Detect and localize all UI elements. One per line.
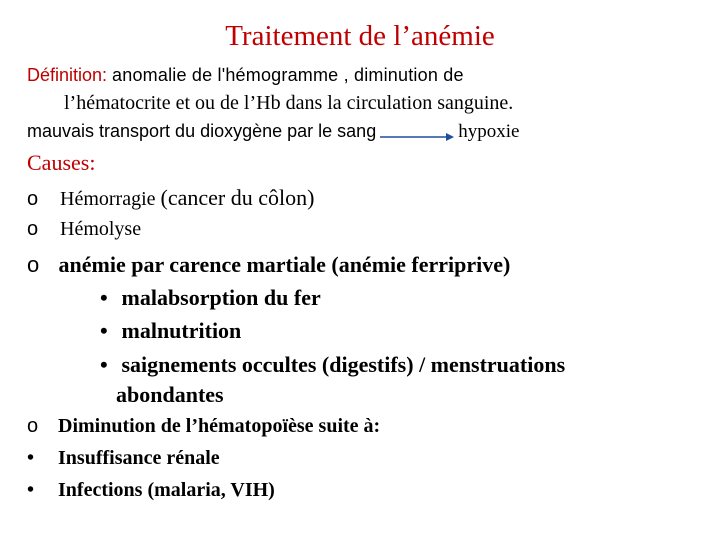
definition-label: Définition: xyxy=(27,65,108,85)
cause-infections-label: Infections (malaria, VIH) xyxy=(58,479,275,501)
sub-item-saignements xyxy=(100,352,565,378)
open-bullet: o xyxy=(27,188,39,210)
definition-line-2 xyxy=(64,92,513,115)
cause-hemorragie xyxy=(27,185,314,211)
open-bullet: o xyxy=(27,252,40,277)
definition-line-1 xyxy=(27,64,464,87)
cause-hemolyse-label: Hémolyse xyxy=(60,218,142,240)
dot-bullet: • xyxy=(100,285,108,310)
dot-bullet: • xyxy=(100,352,108,377)
sub-item-label: malnutrition xyxy=(121,318,242,343)
sub-item-label: saignements occultes (digestifs) / menstruations xyxy=(121,352,566,377)
cause-anemie-label: anémie par carence martiale (anémie ferriprive) xyxy=(58,252,511,277)
dot-bullet: • xyxy=(27,479,35,501)
cause-infections xyxy=(27,479,275,502)
cause-hemolyse xyxy=(27,218,141,241)
causes-heading: Causes: xyxy=(27,150,96,175)
transport-text: mauvais transport du dioxygène par le sang xyxy=(27,121,377,141)
cause-hemorragie-label: Hémorragie xyxy=(60,188,156,210)
right-arrow-icon xyxy=(380,127,454,139)
hypoxie-text: hypoxie xyxy=(458,121,520,142)
transport-line xyxy=(27,121,519,143)
sub-item-label: malabsorption du fer xyxy=(121,285,321,310)
slide-title: Traitement de l’anémie xyxy=(225,20,495,52)
definition-text-1: anomalie de l'hémogramme , diminution de xyxy=(112,65,464,85)
sub-item-saignements-cont: abondantes xyxy=(116,382,224,407)
cause-diminution-label: Diminution de l’hématopoïèse suite à: xyxy=(58,415,381,437)
cause-hemorragie-detail: (cancer du côlon) xyxy=(160,185,315,210)
cause-insuffisance-label: Insuffisance rénale xyxy=(58,447,220,469)
dot-bullet: • xyxy=(100,318,108,343)
cause-anemie-carence xyxy=(27,252,510,278)
open-bullet: o xyxy=(27,415,39,437)
cause-diminution xyxy=(27,415,380,438)
open-bullet: o xyxy=(27,218,39,240)
cause-insuffisance xyxy=(27,447,220,470)
dot-bullet: • xyxy=(27,447,35,469)
sub-item-malabsorption xyxy=(100,285,321,311)
definition-text-2: l’hématocrite et ou de l’Hb dans la circulation sanguine. xyxy=(64,92,514,114)
sub-item-malnutrition xyxy=(100,318,241,344)
